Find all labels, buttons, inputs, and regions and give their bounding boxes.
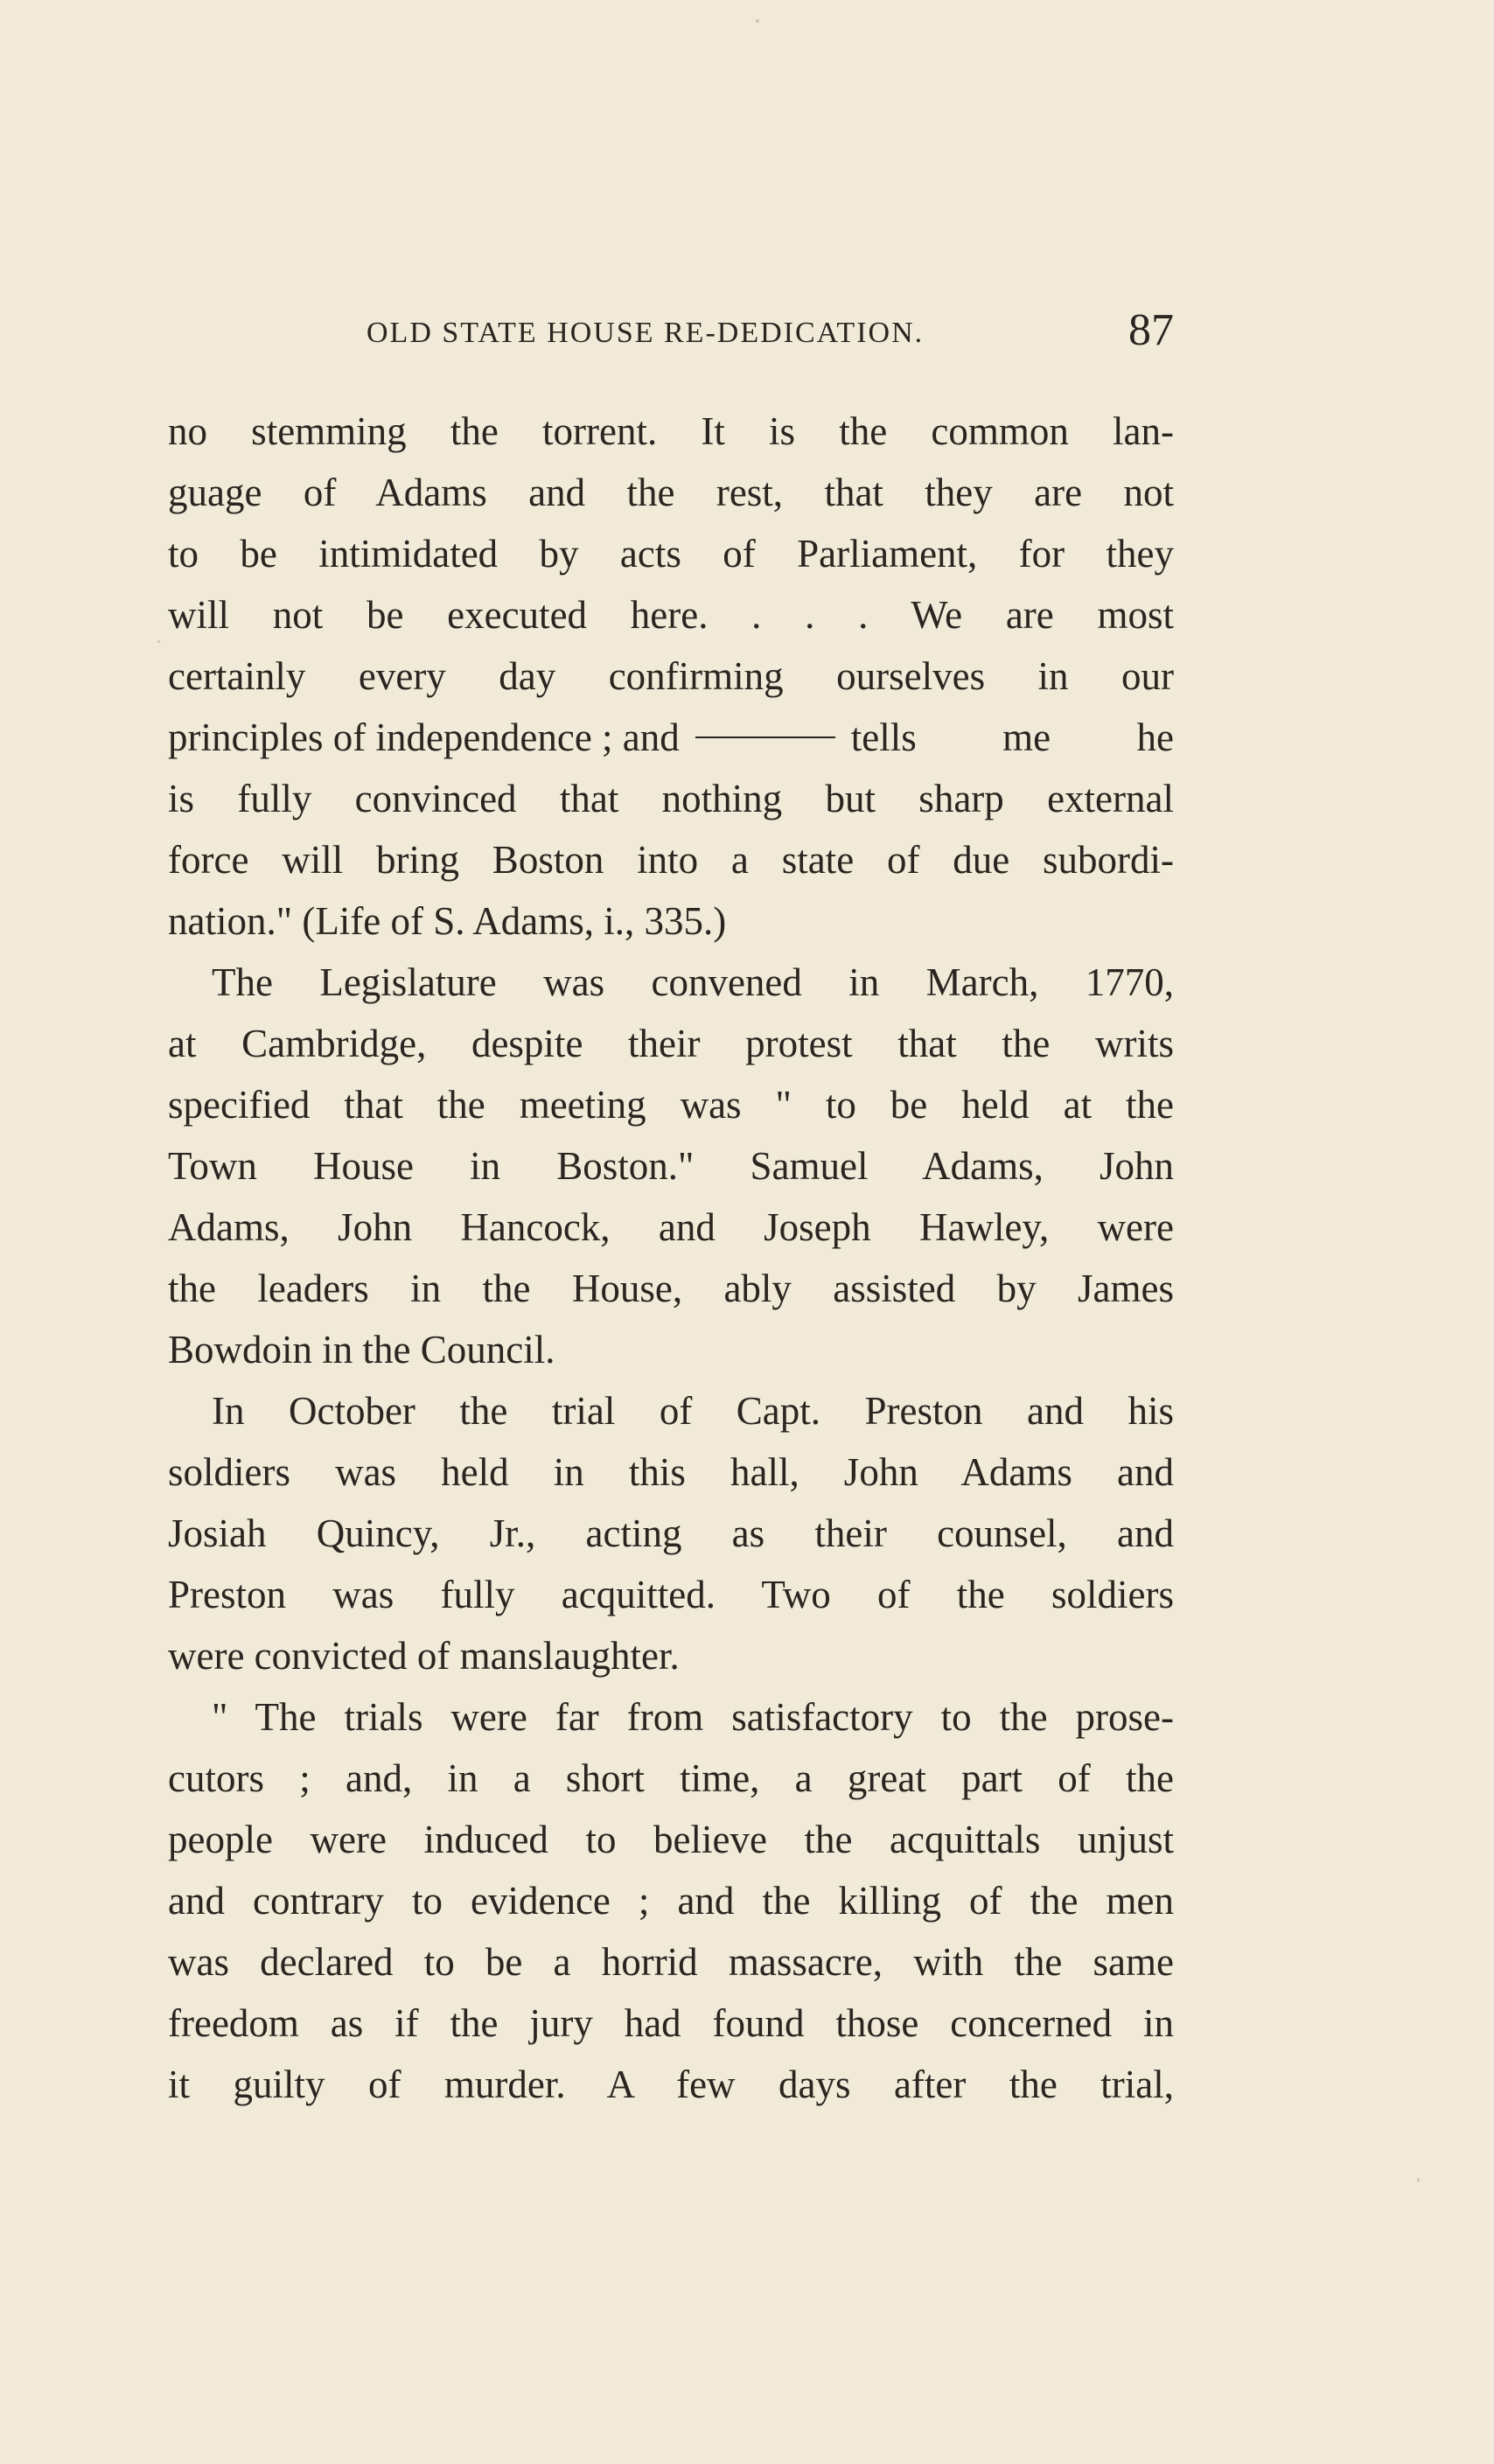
omission-dash [695, 736, 835, 738]
text-line: Town House in Boston." Samuel Adams, John [168, 1144, 1174, 1188]
text-line: was declared to be a horrid massacre, with the same [168, 1940, 1174, 1984]
text-line: at Cambridge, despite their protest that the writs [168, 1022, 1174, 1065]
text-line: specified that the meeting was " to be held at the [168, 1083, 1174, 1127]
text-line: will not be executed here. . . . We are most [168, 593, 1174, 637]
text-line: freedom as if the jury had found those concerned in [168, 2001, 1174, 2045]
text-line: people were induced to believe the acquittals unjust [168, 1818, 1174, 1861]
text-line: soldiers was held in this hall, John Adams and [168, 1450, 1174, 1494]
paper-speck [756, 19, 759, 23]
body-text [168, 401, 1174, 2115]
text-line: certainly every day confirming ourselves in our [168, 654, 1174, 698]
text-line: In October the trial of Capt. Preston and his [212, 1389, 1174, 1433]
paper-speck [1417, 2178, 1420, 2182]
text-line: and contrary to evidence ; and the killing of the men [168, 1879, 1174, 1923]
text-line: were convicted of manslaughter. [168, 1634, 680, 1678]
text-line: the leaders in the House, ably assisted by James [168, 1267, 1174, 1310]
text-line: Josiah Quincy, Jr., acting as their counsel, and [168, 1511, 1174, 1555]
text-line: nation." (Life of S. Adams, i., 335.) [168, 899, 727, 943]
text-line: it guilty of murder. A few days after the trial, [168, 2063, 1174, 2106]
text-line: guage of Adams and the rest, that they are not [168, 471, 1174, 514]
text-line: no stemming the torrent. It is the common lan- [168, 409, 1174, 453]
text-line: cutors ; and, in a short time, a great part of the [168, 1756, 1174, 1800]
text-line: Bowdoin in the Council. [168, 1328, 555, 1372]
paper-speck [157, 640, 160, 643]
running-title: OLD STATE HOUSE RE-DEDICATION. [367, 317, 925, 349]
text-line: force will bring Boston into a state of due subordi- [168, 838, 1174, 882]
text-line: Preston was fully acquitted. Two of the soldiers [168, 1573, 1174, 1616]
text-line: to be intimidated by acts of Parliament, for they [168, 532, 1174, 576]
text-line: Adams, John Hancock, and Joseph Hawley, were [168, 1205, 1174, 1249]
text-line-with-dash [168, 707, 1174, 768]
text-line: is fully convinced that nothing but sharp external [168, 777, 1174, 820]
text-line: " The trials were far from satisfactory to the prose- [212, 1695, 1174, 1739]
text-line: The Legislature was convened in March, 1770, [212, 960, 1174, 1004]
text-line-segment: principles of independence ; and [168, 715, 680, 759]
running-head [168, 304, 1174, 360]
text-line-segment: tells me he [850, 715, 1174, 759]
page-number: 87 [1128, 305, 1174, 355]
